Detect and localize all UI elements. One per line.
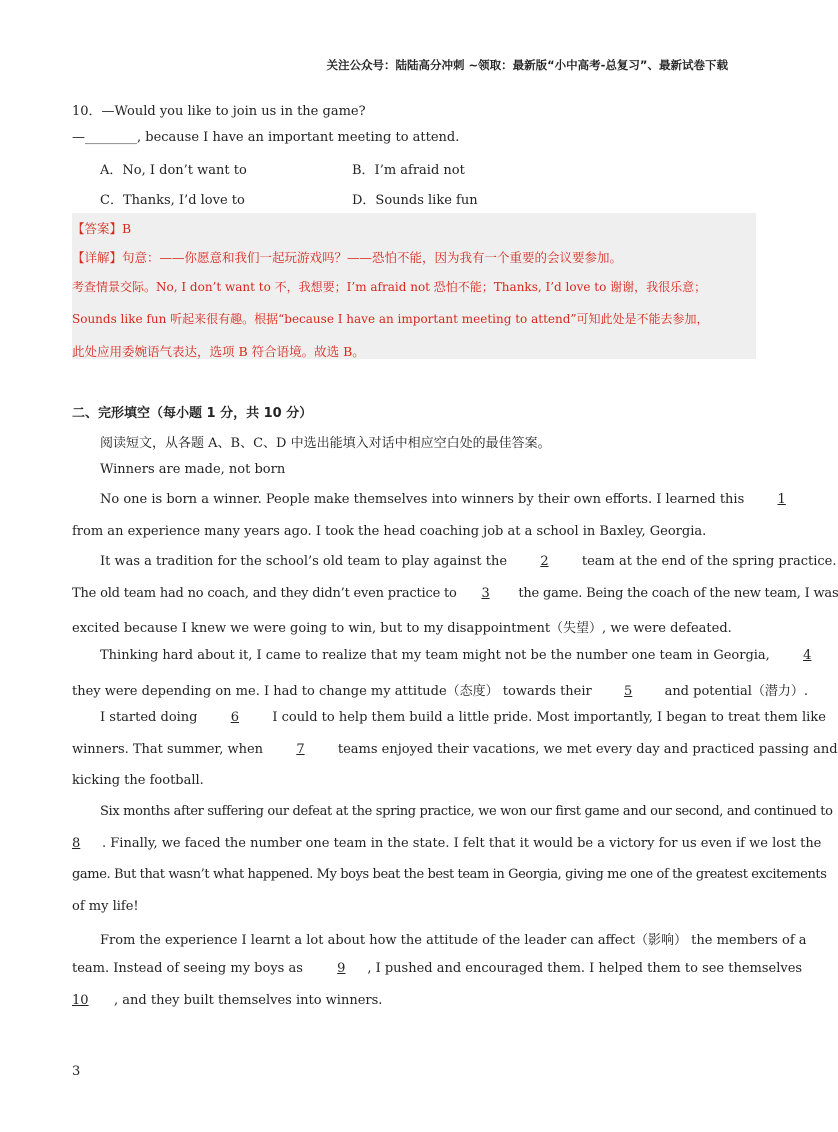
passage-line-12: 8 . Finally, we faced the number one team in the state. I felt that it would be a victory for us even if we lost the: [72, 836, 822, 851]
section-title: 二、完形填空（每小题 1 分，共 10 分）: [72, 406, 313, 421]
passage-line-14: of my life!: [72, 899, 139, 914]
page-number: 3: [72, 1064, 81, 1079]
passage-line-13: game. But that wasn’t what happened. My boys beat the best team in Georgia, giving me one of the greatest excitements: [72, 867, 827, 882]
passage-line-3: It was a tradition for the school’s old team to play against the 2 team at the end of the spring practice.: [100, 554, 837, 569]
blank-7: 7: [296, 742, 305, 757]
option-c: C．Thanks, I’d love to: [100, 193, 245, 208]
passage-line-4: The old team had no coach, and they didn’t even practice to 3 the game. Being the coach of the new team, I was: [72, 586, 838, 601]
passage-line-1: No one is born a winner. People make themselves into winners by their own efforts. I learned this 1: [100, 492, 807, 507]
passage-line-2: from an experience many years ago. I took the head coaching job at a school in Baxley, Georgia.: [72, 524, 707, 539]
passage-line-11: Six months after suffering our defeat at the spring practice, we won our first game and our second, and continued to: [100, 804, 833, 819]
blank-4: 4: [803, 648, 812, 663]
answer-label: 【答案】B: [72, 221, 132, 236]
blank-10: 10: [72, 993, 89, 1008]
passage-line-9: winners. That summer, when 7 teams enjoyed their vacations, we met every day and practiced passing and: [72, 742, 838, 757]
option-b: B．I’m afraid not: [352, 163, 465, 178]
passage-line-5: excited because I knew we were going to win, but to my disappointment（失望）, we were defeated.: [72, 621, 732, 636]
passage-line-8: I started doing 6 I could to help them build a little pride. Most importantly, I began to treat them like: [100, 710, 826, 725]
question-stem: 10．—Would you like to join us in the game?: [72, 104, 366, 119]
passage-line-7: they were depending on me. I had to change my attitude（态度） towards their 5 and potential（潜力）.: [72, 684, 809, 699]
passage-line-6: Thinking hard about it, I came to realize that my team might not be the number one team in Georgia, 4: [100, 648, 832, 663]
explanation-line-3: Sounds like fun 听起来很有趣。根据“because I have an important meeting to attend”可知此处是不能去参加，: [72, 312, 709, 326]
blank-8: 8: [72, 836, 81, 851]
passage-line-15: From the experience I learnt a lot about how the attitude of the leader can affect（影响） the members of a: [100, 933, 807, 948]
explanation-line-2: 考查情景交际。No, I don’t want to 不，我想要；I’m afraid not 恐怕不能；Thanks, I’d love to 谢谢，我很乐意；: [72, 280, 707, 294]
blank-3: 3: [481, 586, 490, 601]
option-a: A．No, I don’t want to: [100, 163, 247, 178]
blank-2: 2: [540, 554, 549, 569]
passage-line-17: 10 , and they built themselves into winners.: [72, 993, 383, 1008]
option-d: D．Sounds like fun: [352, 193, 478, 208]
explanation-line-4: 此处应用委婉语气表达，选项 B 符合语境。故选 B。: [72, 344, 365, 359]
explanation-line-1: 【详解】句意：——你愿意和我们一起玩游戏吗？——恐怕不能，因为我有一个重要的会议要参加。: [72, 250, 623, 265]
passage-line-16: team. Instead of seeing my boys as 9 , I pushed and encouraged them. I helped them to see themselves: [72, 961, 803, 976]
page-header: 关注公众号：陆陆高分冲刺 ~领取：最新版“小中高考-总复习”、最新试卷下载: [326, 58, 728, 72]
question-response: —________, because I have an important meeting to attend.: [72, 130, 460, 145]
blank-9: 9: [337, 961, 346, 976]
blank-5: 5: [624, 684, 633, 699]
passage-title: Winners are made, not born: [100, 462, 286, 477]
blank-1: 1: [777, 492, 786, 507]
blank-6: 6: [230, 710, 240, 725]
instruction: 阅读短文，从各题 A、B、C、D 中选出能填入对话中相应空白处的最佳答案。: [100, 436, 551, 451]
passage-line-10: kicking the football.: [72, 773, 204, 788]
